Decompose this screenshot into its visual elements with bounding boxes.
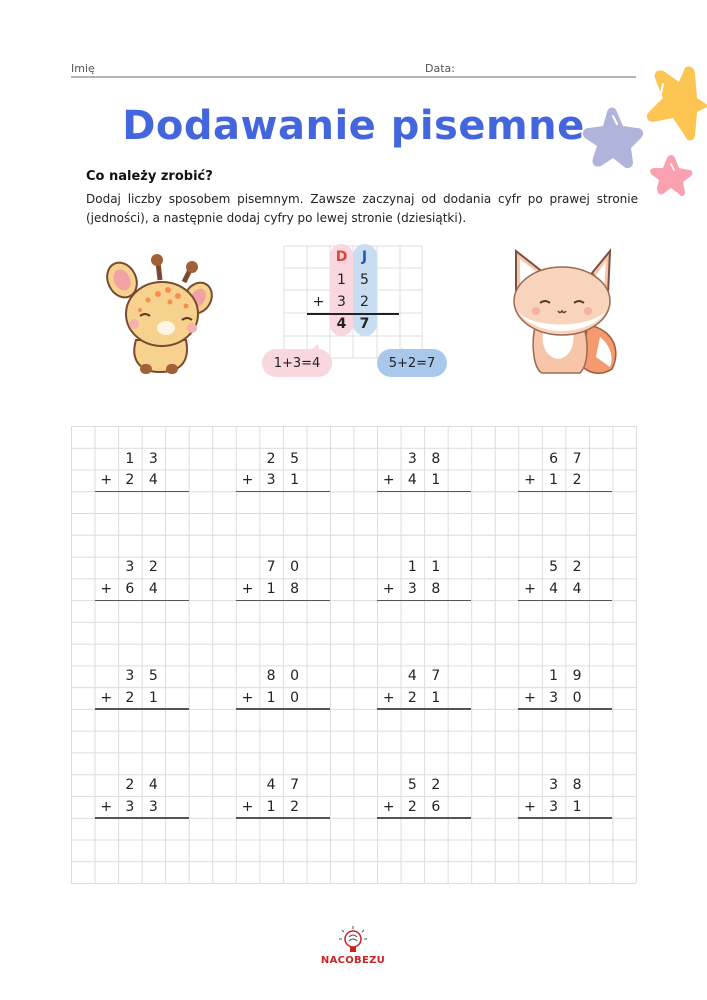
plus-sign: + bbox=[524, 472, 536, 489]
answer-cell[interactable] bbox=[424, 600, 448, 622]
second-addend-units: 0 bbox=[290, 690, 300, 707]
answer-cell[interactable] bbox=[518, 491, 542, 513]
answer-cell[interactable] bbox=[259, 818, 283, 840]
answer-cell[interactable] bbox=[424, 491, 448, 513]
first-addend-units: 3 bbox=[148, 450, 158, 467]
second-addend-units: 3 bbox=[148, 798, 158, 815]
plus-sign: + bbox=[382, 798, 395, 815]
second-addend-tens: 3 bbox=[266, 472, 276, 489]
answer-cell[interactable] bbox=[283, 491, 307, 513]
answer-cell[interactable] bbox=[401, 491, 425, 513]
giraffe-icon bbox=[102, 254, 218, 374]
second-addend-tens: 3 bbox=[125, 798, 135, 815]
answer-cell[interactable] bbox=[401, 709, 425, 731]
example-result-units: 7 bbox=[359, 316, 370, 333]
answer-cell[interactable] bbox=[142, 818, 166, 840]
answer-cell[interactable] bbox=[95, 600, 119, 622]
first-addend-tens: 1 bbox=[407, 559, 417, 576]
plus-sign: + bbox=[382, 581, 395, 598]
answer-cell[interactable] bbox=[518, 600, 542, 622]
plus-sign: + bbox=[241, 690, 254, 707]
second-addend-units: 2 bbox=[290, 798, 300, 815]
second-addend-units: 2 bbox=[572, 472, 582, 489]
first-addend-units: 1 bbox=[431, 559, 441, 576]
first-addend-units: 9 bbox=[572, 668, 582, 685]
first-addend-units: 7 bbox=[431, 668, 441, 685]
second-addend-units: 1 bbox=[431, 472, 441, 489]
second-addend-units: 1 bbox=[148, 690, 158, 707]
answer-cell[interactable] bbox=[259, 491, 283, 513]
page-title: Dodawanie pisemne bbox=[122, 103, 585, 149]
plus-sign: + bbox=[524, 798, 536, 815]
first-addend-tens: 3 bbox=[549, 777, 559, 794]
plus-sign: + bbox=[100, 690, 113, 707]
answer-cell[interactable] bbox=[283, 709, 307, 731]
tens-hint-bubble: 1+3=4 bbox=[262, 349, 332, 377]
answer-cell[interactable] bbox=[118, 818, 142, 840]
second-addend-tens: 3 bbox=[407, 581, 417, 598]
second-addend-tens: 6 bbox=[125, 581, 135, 598]
fox-illustration bbox=[500, 245, 625, 380]
answer-cell[interactable] bbox=[95, 709, 119, 731]
header-underline bbox=[71, 76, 636, 78]
first-addend-tens: 4 bbox=[266, 777, 276, 794]
second-addend-units: 6 bbox=[431, 798, 441, 815]
footer-logo bbox=[318, 925, 388, 970]
worksheet-grid bbox=[71, 426, 636, 883]
example-plus: + bbox=[312, 293, 325, 310]
first-addend-units: 2 bbox=[148, 559, 158, 576]
plus-sign: + bbox=[382, 690, 395, 707]
pink-star-icon bbox=[650, 155, 692, 196]
answer-cell[interactable] bbox=[565, 818, 589, 840]
plus-sign: + bbox=[524, 581, 536, 598]
second-addend-tens: 2 bbox=[407, 798, 417, 815]
plus-sign: + bbox=[100, 798, 113, 815]
plus-sign: + bbox=[241, 472, 254, 489]
second-addend-tens: 1 bbox=[549, 472, 559, 489]
answer-cell[interactable] bbox=[95, 491, 119, 513]
first-addend-tens: 3 bbox=[125, 668, 135, 685]
answer-cell[interactable] bbox=[283, 818, 307, 840]
example-second-tens: 3 bbox=[337, 293, 346, 310]
example-second-units: 2 bbox=[360, 293, 369, 310]
instructions-text: Dodaj liczby sposobem pisemnym. Zawsze zaczynaj od dodania cyfr po prawej stronie (jedności), a następnie dodaj cyfry po lewej stronie (dziesiątki). bbox=[86, 192, 638, 225]
second-addend-tens: 4 bbox=[407, 472, 417, 489]
answer-cell[interactable] bbox=[377, 818, 401, 840]
second-addend-units: 1 bbox=[290, 472, 300, 489]
answer-cell[interactable] bbox=[142, 709, 166, 731]
name-label: Imię bbox=[71, 62, 95, 75]
first-addend-tens: 1 bbox=[549, 668, 559, 685]
answer-cell[interactable] bbox=[283, 600, 307, 622]
answer-cell[interactable] bbox=[142, 600, 166, 622]
answer-cell[interactable] bbox=[118, 491, 142, 513]
answer-cell[interactable] bbox=[542, 709, 566, 731]
answer-cell[interactable] bbox=[236, 818, 260, 840]
answer-cell[interactable] bbox=[565, 491, 589, 513]
second-addend-tens: 2 bbox=[125, 690, 135, 707]
answer-cell[interactable] bbox=[118, 600, 142, 622]
answer-cell[interactable] bbox=[236, 600, 260, 622]
second-addend-units: 4 bbox=[148, 472, 158, 489]
second-addend-units: 0 bbox=[572, 690, 582, 707]
tens-header: D bbox=[335, 249, 348, 266]
second-addend-tens: 2 bbox=[125, 472, 135, 489]
answer-cell[interactable] bbox=[377, 709, 401, 731]
answer-cell[interactable] bbox=[401, 818, 425, 840]
fox-icon bbox=[514, 251, 616, 373]
first-addend-tens: 6 bbox=[549, 450, 559, 467]
example-first-units: 5 bbox=[360, 271, 369, 288]
giraffe-illustration bbox=[100, 250, 220, 380]
second-addend-tens: 1 bbox=[266, 690, 276, 707]
second-addend-tens: 1 bbox=[266, 798, 276, 815]
first-addend-tens: 5 bbox=[407, 777, 417, 794]
first-addend-units: 5 bbox=[148, 668, 158, 685]
plus-sign: + bbox=[100, 472, 113, 489]
answer-cell[interactable] bbox=[424, 818, 448, 840]
answer-cell[interactable] bbox=[95, 818, 119, 840]
plus-sign: + bbox=[524, 690, 536, 707]
first-addend-tens: 1 bbox=[125, 450, 135, 467]
first-addend-units: 4 bbox=[148, 777, 158, 794]
answer-cell[interactable] bbox=[377, 600, 401, 622]
answer-cell[interactable] bbox=[542, 600, 566, 622]
first-addend-tens: 3 bbox=[407, 450, 417, 467]
answer-cell[interactable] bbox=[118, 709, 142, 731]
first-addend-units: 7 bbox=[572, 450, 582, 467]
first-addend-tens: 3 bbox=[125, 559, 135, 576]
answer-cell[interactable] bbox=[518, 818, 542, 840]
answer-cell[interactable] bbox=[259, 600, 283, 622]
brand-name: NACOBEZU bbox=[320, 955, 386, 966]
second-addend-units: 8 bbox=[431, 581, 441, 598]
answer-cell[interactable] bbox=[565, 600, 589, 622]
second-addend-units: 4 bbox=[572, 581, 582, 598]
answer-cell[interactable] bbox=[142, 491, 166, 513]
plus-sign: + bbox=[241, 581, 254, 598]
answer-cell[interactable] bbox=[518, 709, 542, 731]
first-addend-units: 2 bbox=[431, 777, 441, 794]
answer-cell[interactable] bbox=[377, 491, 401, 513]
second-addend-units: 1 bbox=[431, 690, 441, 707]
first-addend-tens: 8 bbox=[266, 668, 276, 685]
first-addend-units: 2 bbox=[572, 559, 582, 576]
second-addend-units: 4 bbox=[148, 581, 158, 598]
second-addend-tens: 4 bbox=[549, 581, 559, 598]
first-addend-tens: 7 bbox=[266, 559, 276, 576]
first-addend-units: 0 bbox=[290, 559, 300, 576]
first-addend-tens: 2 bbox=[266, 450, 276, 467]
instructions-heading: Co należy zrobić? bbox=[86, 169, 213, 184]
second-addend-tens: 3 bbox=[549, 690, 559, 707]
answer-cell[interactable] bbox=[424, 709, 448, 731]
answer-cell[interactable] bbox=[236, 709, 260, 731]
plus-sign: + bbox=[241, 798, 254, 815]
second-addend-units: 1 bbox=[572, 798, 582, 815]
second-addend-tens: 2 bbox=[407, 690, 417, 707]
answer-cell[interactable] bbox=[259, 709, 283, 731]
lightbulb-brain-icon bbox=[318, 925, 388, 955]
answer-cell[interactable] bbox=[542, 818, 566, 840]
first-addend-units: 0 bbox=[290, 668, 300, 685]
plus-sign: + bbox=[382, 472, 395, 489]
second-addend-tens: 3 bbox=[549, 798, 559, 815]
first-addend-tens: 2 bbox=[125, 777, 135, 794]
answer-cell[interactable] bbox=[542, 491, 566, 513]
plus-sign: + bbox=[100, 581, 113, 598]
second-addend-tens: 1 bbox=[266, 581, 276, 598]
example-problem bbox=[284, 246, 422, 358]
units-header: J bbox=[361, 249, 368, 266]
example-result-tens: 4 bbox=[336, 316, 347, 333]
date-label: Data: bbox=[425, 62, 455, 75]
second-addend-units: 8 bbox=[290, 581, 300, 598]
first-addend-tens: 5 bbox=[549, 559, 559, 576]
first-addend-tens: 4 bbox=[407, 668, 417, 685]
first-addend-units: 8 bbox=[431, 450, 441, 467]
answer-cell[interactable] bbox=[565, 709, 589, 731]
first-addend-units: 8 bbox=[572, 777, 582, 794]
example-first-tens: 1 bbox=[337, 271, 346, 288]
answer-cell[interactable] bbox=[236, 491, 260, 513]
units-hint-bubble: 5+2=7 bbox=[377, 349, 447, 377]
first-addend-units: 5 bbox=[290, 450, 300, 467]
answer-cell[interactable] bbox=[401, 600, 425, 622]
first-addend-units: 7 bbox=[290, 777, 300, 794]
